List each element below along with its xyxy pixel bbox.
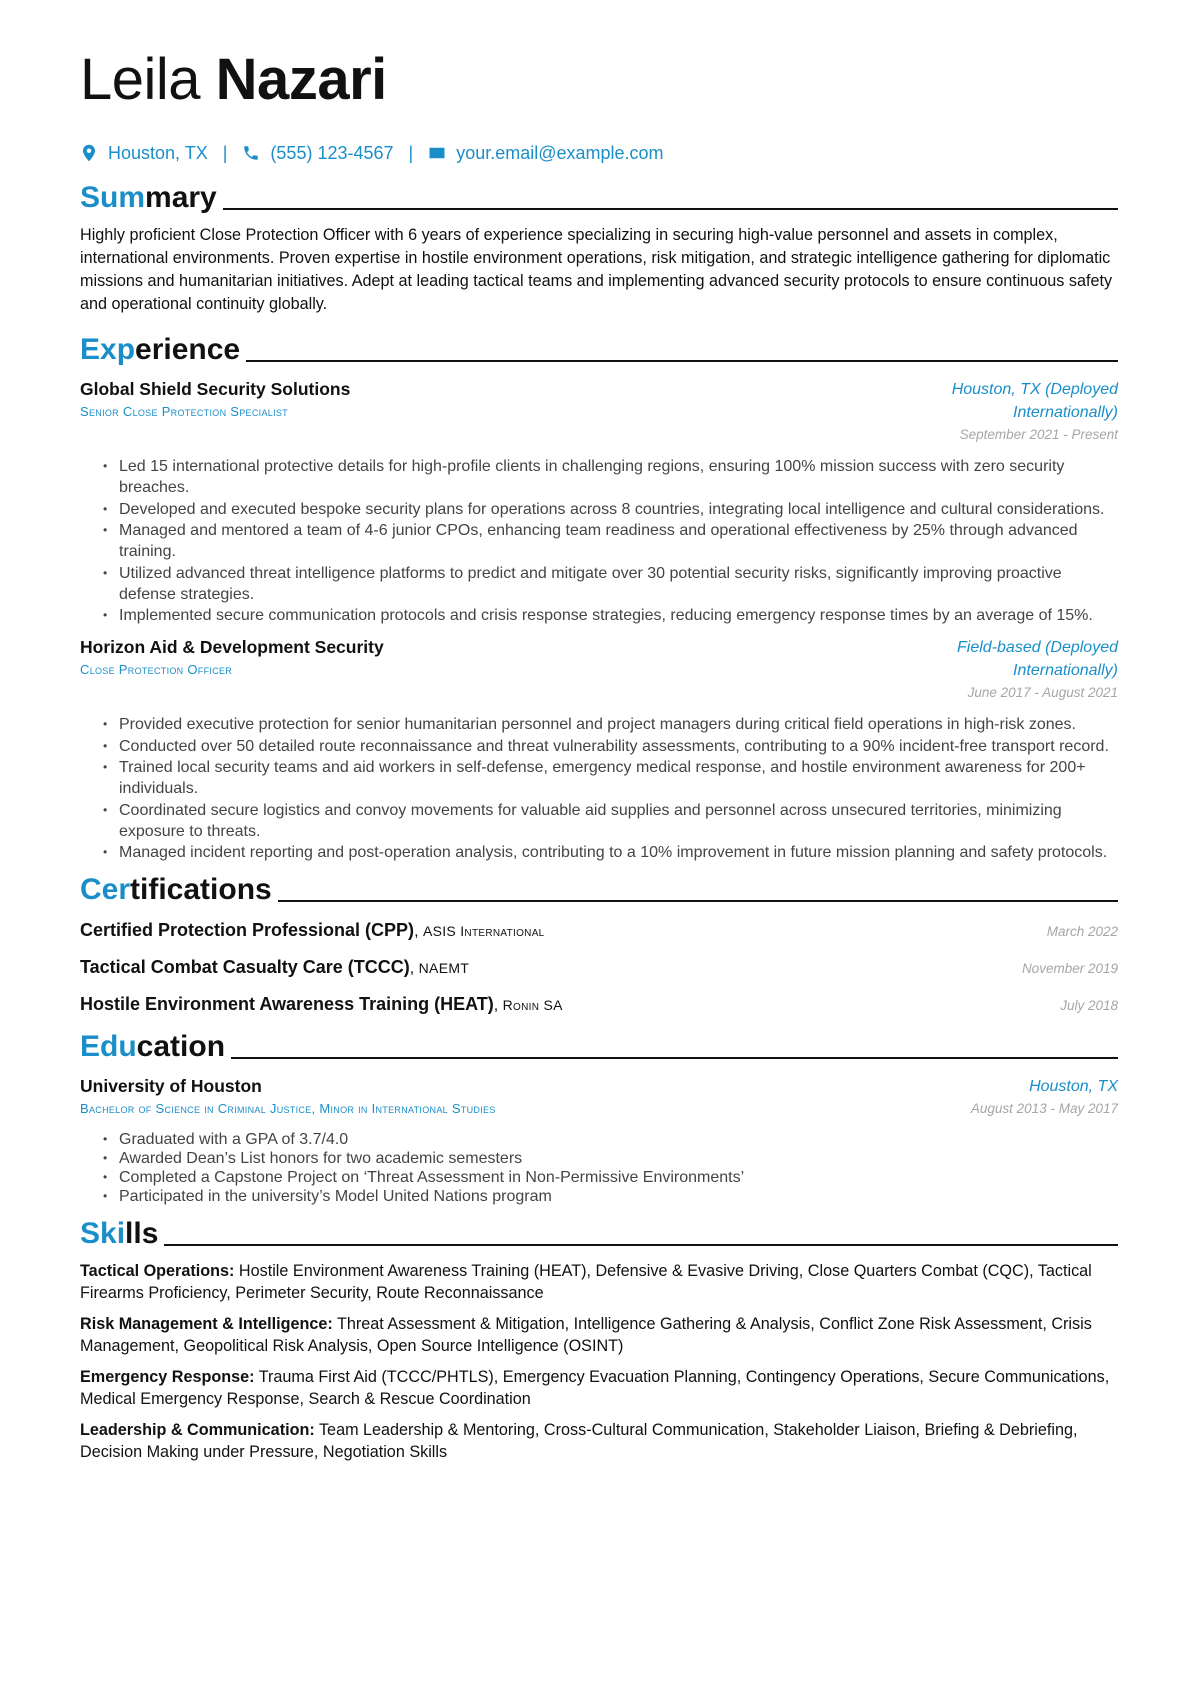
bullet-list xyxy=(103,1130,1118,1207)
candidate-name xyxy=(80,44,1118,116)
heading-rest: cation xyxy=(136,1029,226,1063)
certification-row xyxy=(80,994,1118,1019)
contact-email[interactable] xyxy=(428,143,663,164)
job-title: Senior Close Protection Specialist xyxy=(80,404,288,419)
section-rule xyxy=(278,900,1118,902)
entry-header xyxy=(80,378,1118,446)
certification-name: Tactical Combat Casualty Care (TCCC) xyxy=(80,956,410,977)
skill-text: Hostile Environment Awareness Training (HEAT), Defensive & Evasive Driving, Close Quarters Combat (CQC), Tactical Firearms Proficiency, Perimeter Security, Route Reconnaissance xyxy=(80,1262,1092,1303)
certifications-heading xyxy=(80,868,1118,908)
school-location: Houston, TX xyxy=(1029,1077,1118,1095)
skill-group xyxy=(80,1260,1118,1304)
skill-text: Team Leadership & Mentoring, Cross-Cultural Communication, Stakeholder Liaison, Briefing & Debriefing, Decision Making under Pressure, Negotiation Skills xyxy=(80,1421,1078,1462)
heading-rest: mary xyxy=(145,181,217,214)
section-rule xyxy=(164,1244,1118,1246)
certification-info: Certified Protection Professional (CPP), ASIS International xyxy=(80,919,545,940)
job-title: Close Protection Officer xyxy=(80,662,233,678)
contact-bar xyxy=(80,140,1118,166)
last-name: Nazari xyxy=(215,47,387,112)
entry-left xyxy=(80,636,384,681)
job-dates: September 2021 - Present xyxy=(959,427,1118,442)
list-item: • Trained local security teams and aid workers in self-defense, emergency medical response, and hostile environment awareness for 200+ individuals. xyxy=(103,757,1118,799)
job-location: Field-based (Deployed Internationally) xyxy=(957,639,1118,680)
section-title xyxy=(80,1216,158,1252)
entry-right xyxy=(918,1075,1118,1120)
skills-heading xyxy=(80,1212,1118,1252)
entry-right xyxy=(918,636,1118,704)
degree: Bachelor of Science in Criminal Justice, Minor in International Studies xyxy=(80,1100,496,1116)
heading-accent: Edu xyxy=(80,1029,137,1063)
entry-left xyxy=(80,1075,496,1120)
contact-separator: | xyxy=(408,142,414,163)
section-title xyxy=(80,872,272,908)
list-item: • Coordinated secure logistics and convoy movements for valuable aid supplies and personnel across unsecured territories, minimizing exposure to threats. xyxy=(103,800,1118,842)
experience-heading xyxy=(80,328,1118,368)
list-item: • Provided executive protection for senior humanitarian personnel and project managers during critical field operations in high-risk zones. xyxy=(103,714,1118,735)
heading-accent: Exp xyxy=(80,333,136,366)
list-item: • Utilized advanced threat intelligence platforms to predict and mitigate over 30 potential security risks, significantly improving proactive defense strategies. xyxy=(103,563,1118,605)
skill-group xyxy=(80,1366,1118,1410)
contact-separator: | xyxy=(222,142,228,163)
summary-text: Highly proficient Close Protection Officer with 6 years of experience specializing in securing high-value personnel and assets in complex, international environments. Proven expertise in hostile environment operations, risk mitigation, and strategic intelligence gathering for diplomatic missions and humanitarian initiatives. Adept at leading tactical teams and implementing advanced security protocols to ensure continuous safety and operational continuity globally. xyxy=(80,226,1113,313)
phone-icon xyxy=(242,144,260,162)
map-pin-icon xyxy=(80,144,98,162)
certification-name: Hostile Environment Awareness Training (HEAT) xyxy=(80,993,494,1014)
job-dates: June 2017 - August 2021 xyxy=(967,685,1118,701)
email-text: your.email@example.com xyxy=(456,142,664,163)
phone-text: (555) 123-4567 xyxy=(270,142,394,163)
certification-org: Ronin SA xyxy=(502,996,563,1013)
school-name: University of Houston xyxy=(80,1075,262,1096)
job-location: Houston, TX (Deployed Internationally) xyxy=(951,381,1118,421)
certification-info: Hostile Environment Awareness Training (HEAT), Ronin SA xyxy=(80,993,563,1014)
summary-heading xyxy=(80,176,1118,216)
heading-accent: Cer xyxy=(80,872,131,906)
skill-label: Risk Management & Intelligence: xyxy=(80,1315,333,1334)
list-item: • Led 15 international protective details for high-profile clients in challenging regions, ensuring 100% mission success with zero security breaches. xyxy=(103,456,1118,498)
contact-location xyxy=(80,143,208,164)
certification-row xyxy=(80,920,1118,945)
contact-phone[interactable] xyxy=(242,143,393,164)
experience-entry xyxy=(80,378,1118,626)
section-title xyxy=(80,332,240,368)
entry-header xyxy=(80,1075,1118,1120)
company-name: Horizon Aid & Development Security xyxy=(80,637,384,658)
skill-text: Trauma First Aid (TCCC/PHTLS), Emergency Evacuation Planning, Contingency Operations, Secure Communications, Medical Emergency Response, Search & Rescue Coordination xyxy=(80,1368,1110,1409)
entry-header xyxy=(80,636,1118,704)
list-item: • Graduated with a GPA of 3.7/4.0 xyxy=(103,1130,1118,1149)
entry-right xyxy=(918,378,1118,446)
education-heading xyxy=(80,1025,1118,1065)
company-name: Global Shield Security Solutions xyxy=(80,379,351,399)
section-rule xyxy=(246,360,1118,362)
bullet-list xyxy=(103,456,1118,626)
list-item: • Participated in the university’s Model United Nations program xyxy=(103,1187,1118,1206)
experience-entry xyxy=(80,636,1118,863)
section-rule xyxy=(223,208,1118,210)
heading-accent: Sum xyxy=(80,181,146,214)
list-item: • Conducted over 50 detailed route reconnaissance and threat vulnerability assessments, contributing to a 90% incident-free transport record. xyxy=(103,736,1118,757)
certification-info: Tactical Combat Casualty Care (TCCC), NAEMT xyxy=(80,956,470,977)
list-item: • Implemented secure communication protocols and crisis response strategies, reducing emergency response times by an average of 15%. xyxy=(103,605,1118,626)
certification-org: NAEMT xyxy=(418,959,470,976)
certification-date: July 2018 xyxy=(1060,997,1118,1013)
list-item: • Awarded Dean’s List honors for two academic semesters xyxy=(103,1149,1118,1168)
list-item: • Completed a Capstone Project on ‘Threat Assessment in Non-Permissive Environments’ xyxy=(103,1168,1118,1187)
heading-rest: tifications xyxy=(130,872,272,906)
section-title xyxy=(80,1029,225,1065)
section-rule xyxy=(231,1057,1118,1059)
section-title xyxy=(80,180,217,216)
education-entry xyxy=(80,1075,1118,1207)
skill-label: Tactical Operations: xyxy=(80,1262,235,1281)
certification-org: ASIS International xyxy=(422,922,545,939)
first-name: Leila xyxy=(80,47,201,112)
list-item: • Managed and mentored a team of 4-6 junior CPOs, enhancing team readiness and operational effectiveness by 25% through advanced training. xyxy=(103,520,1118,562)
list-item: • Developed and executed bespoke security plans for operations across 8 countries, integrating local intelligence and cultural considerations. xyxy=(103,499,1118,520)
skill-text: Threat Assessment & Mitigation, Intelligence Gathering & Analysis, Conflict Zone Risk Assessment, Crisis Management, Geopolitical Risk Analysis, Open Source Intelligence (OSINT) xyxy=(80,1315,1092,1356)
skill-group xyxy=(80,1313,1118,1357)
heading-rest: lls xyxy=(125,1217,159,1251)
location-text: Houston, TX xyxy=(108,142,208,163)
certification-date: March 2022 xyxy=(1046,923,1118,939)
list-item: • Managed incident reporting and post-operation analysis, contributing to a 10% improvement in future mission planning and safety protocols. xyxy=(103,842,1118,863)
certification-name: Certified Protection Professional (CPP) xyxy=(80,919,415,940)
skill-label: Leadership & Communication: xyxy=(80,1421,315,1440)
certification-row xyxy=(80,957,1118,982)
school-dates: August 2013 - May 2017 xyxy=(970,1100,1118,1116)
entry-left xyxy=(80,378,350,423)
skill-group xyxy=(80,1419,1118,1463)
heading-accent: Ski xyxy=(80,1217,126,1251)
envelope-icon xyxy=(428,144,446,162)
skill-label: Emergency Response: xyxy=(80,1368,255,1387)
heading-rest: erience xyxy=(135,333,241,366)
bullet-list xyxy=(103,714,1118,863)
certification-date: November 2019 xyxy=(1021,960,1118,976)
